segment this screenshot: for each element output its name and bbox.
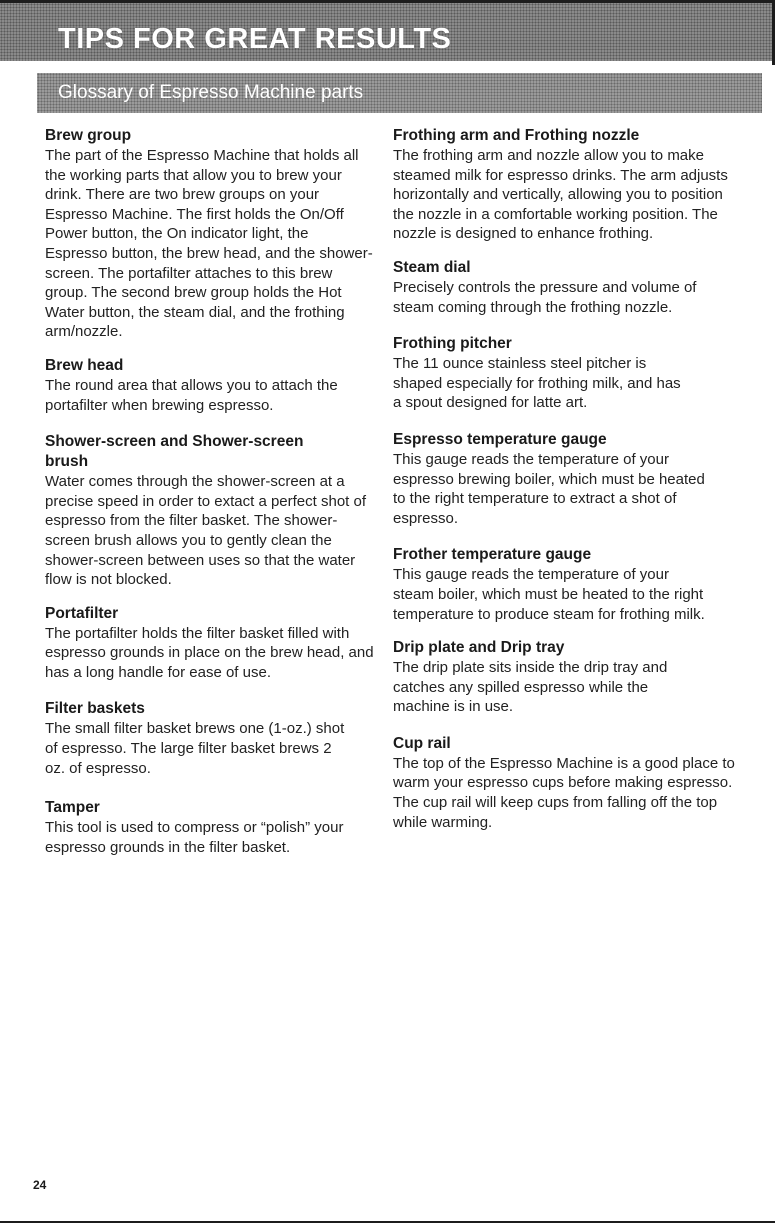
glossary-term: Steam dial [393,258,471,276]
glossary-term: Brew head [45,356,124,374]
glossary-entry [393,734,738,832]
glossary-term: Tamper [45,799,100,817]
glossary-entry [45,604,375,683]
glossary-entry [393,430,738,528]
glossary-definition: The top of the Espresso Machine is a good place to warm your espresso cups before making espresso. The cup rail will keep cups from falling off the top while warming. [393,754,735,831]
left-column [45,126,375,871]
glossary-definition: The 11 ounce stainless steel pitcher is shaped especially for frothing milk, and has a spout designed for latte art. [393,355,681,412]
glossary-entry [393,126,738,244]
glossary-entry [45,432,375,590]
glossary-definition: This gauge reads the temperature of your steam boiler, which must be heated to the right temperature to produce steam for frothing milk. [393,566,705,623]
glossary-term: Portafilter [45,604,119,622]
glossary-entry [393,334,738,413]
glossary-term: Frothing pitcher [393,335,512,353]
glossary-definition: Precisely controls the pressure and volume of steam coming through the frothing nozzle. [393,278,697,316]
glossary-entry [45,699,375,778]
page-title: TIPS FOR GREAT RESULTS [58,23,452,55]
bottom-rule [0,1221,775,1223]
right-column [393,126,738,846]
glossary-term: Filter baskets [45,700,145,718]
glossary-definition: This gauge reads the temperature of your espresso brewing boiler, which must be heated to the right temperature to extract a shot of espresso. [393,450,705,527]
glossary-entry [45,356,375,415]
glossary-entry [45,798,375,857]
glossary-definition: The drip plate sits inside the drip tray and catches any spilled espresso while the machine is in use. [393,659,668,716]
glossary-term: Frothing arm and Frothing nozzle [393,127,640,144]
glossary-definition: The part of the Espresso Machine that holds all the working parts that allow you to brew your drink. There are two brew groups on your Espresso Machine. The first holds the On/Off Power button, the On indicator light, the Espresso button, the brew head, and the shower-screen. The portafilter attaches to this brew group. The second brew group holds the Hot Water button, the steam dial, and the frothing arm/nozzle. [45,147,373,341]
page-number: 24 [33,1178,47,1192]
glossary-term: Shower-screen and Shower-screen brush [45,433,304,471]
glossary-definition: The round area that allows you to attach the portafilter when brewing espresso. [45,376,338,414]
glossary-entry [393,545,738,624]
section-title: Glossary of Espresso Machine parts [58,82,364,103]
glossary-definition: The frothing arm and nozzle allow you to make steamed milk for espresso drinks. The arm adjusts horizontally and vertically, allowing you to position the nozzle in a comfortable working position. The nozzle is designed to enhance frothing. [393,147,728,243]
glossary-term: Brew group [45,127,132,144]
glossary-definition: Water comes through the shower-screen at a precise speed in order to extact a perfect shot of espresso from the filter basket. The shower-screen brush allows you to gently clean the shower-screen between uses so that the water flow is not blocked. [45,473,367,589]
glossary-term: Cup rail [393,734,451,752]
glossary-definition: The portafilter holds the filter basket filled with espresso grounds in place on the brew head, and has a long handle for ease of use. [45,624,374,681]
glossary-term: Frother temperature gauge [393,546,592,564]
glossary-term: Espresso temperature gauge [393,430,607,448]
glossary-entry [393,258,738,317]
glossary-entry [45,126,375,342]
glossary-entry [393,638,738,717]
glossary-term: Drip plate and Drip tray [393,639,565,657]
glossary-definition: The small filter basket brews one (1-oz.) shot of espresso. The large filter basket brews 2 oz. of espresso. [45,720,345,777]
glossary-definition: This tool is used to compress or “polish” your espresso grounds in the filter basket. [45,819,344,856]
